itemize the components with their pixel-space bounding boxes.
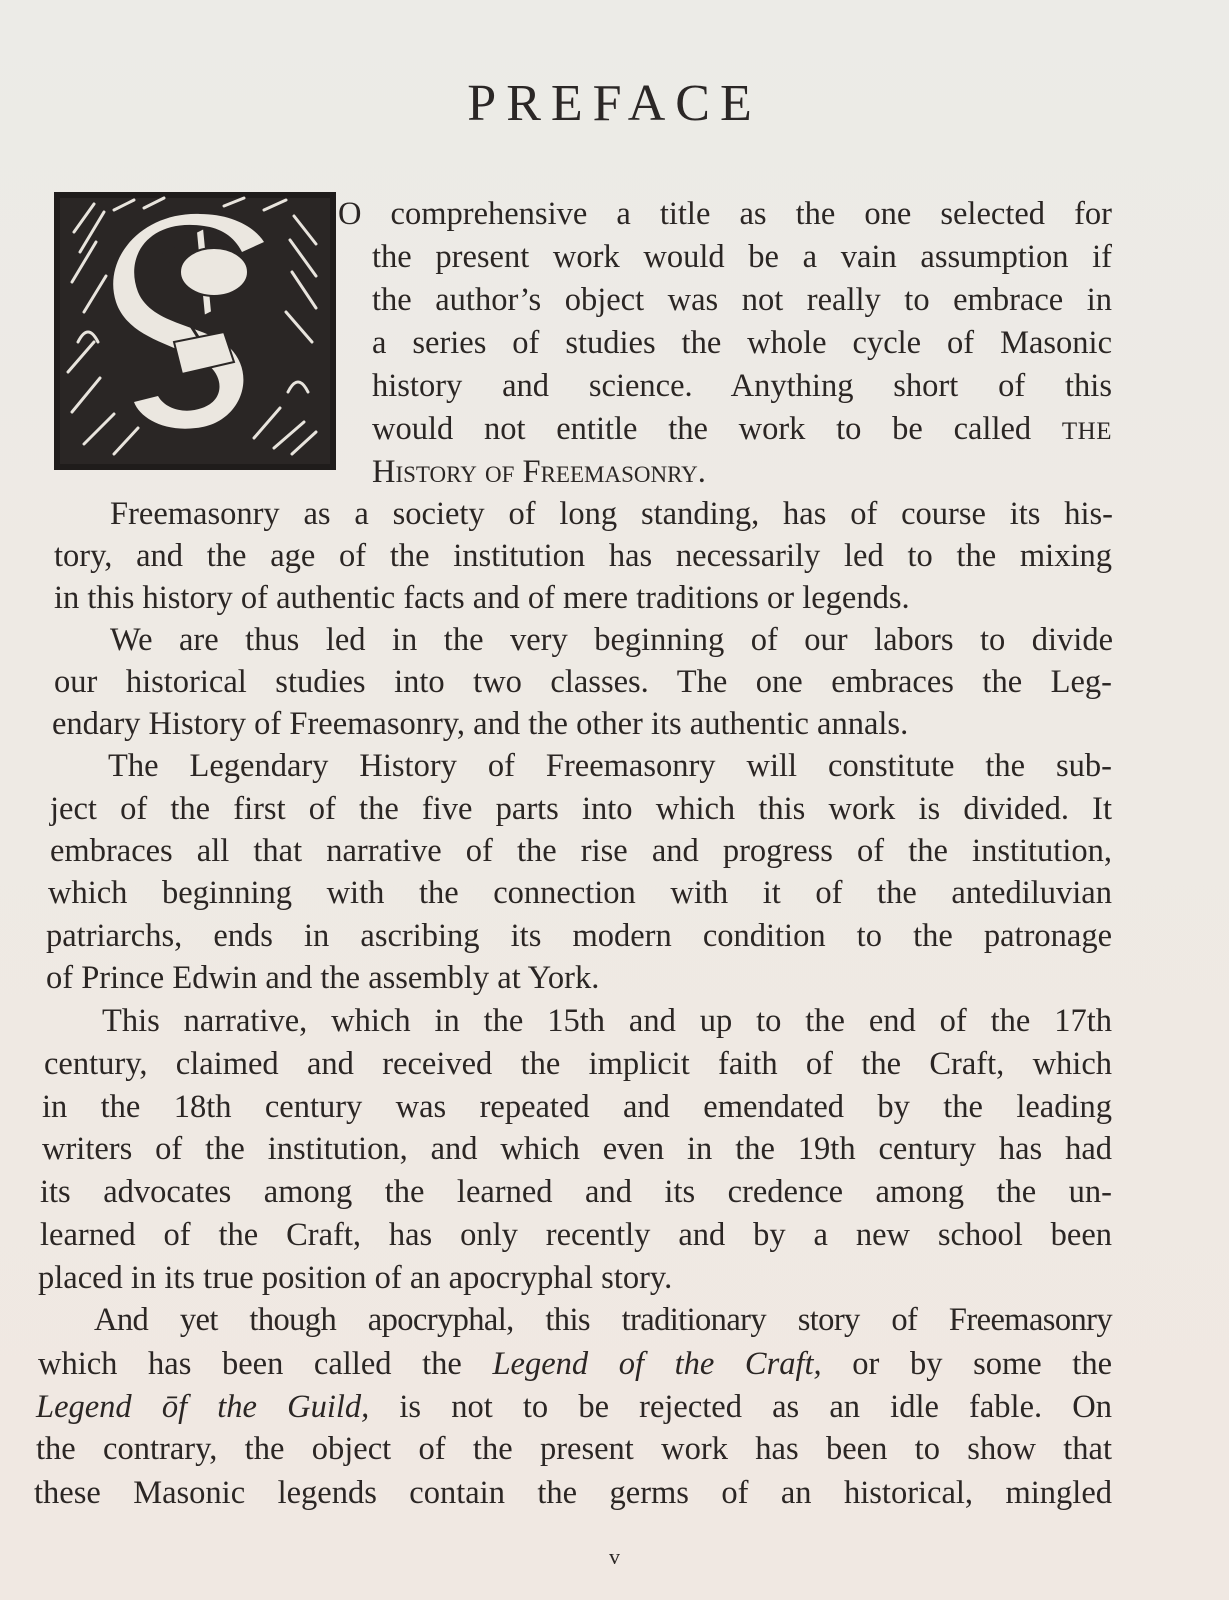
small-caps-title: History of Freemasonry. (372, 454, 706, 490)
text-line (36, 1389, 1112, 1425)
text-line: the contrary, the object of the present work has been to show that (36, 1431, 1112, 1467)
text-line: learned of the Craft, has only recently and by a new school been (40, 1217, 1112, 1253)
text-line-part: which has been called the (38, 1346, 462, 1382)
text-line: placed in its true position of an apocryphal story. (38, 1260, 673, 1296)
page-number: v (609, 1544, 620, 1569)
text-line: a series of studies the whole cycle of Masonic (372, 325, 1112, 361)
text-line-part: is not to be rejected as an idle fable. On (399, 1389, 1112, 1425)
text-line: We are thus led in the very beginning of our labors to divide (110, 622, 1113, 658)
text-line: patriarchs, ends in ascribing its modern condition to the patronage (46, 918, 1112, 954)
text-line: O comprehensive a title as the one selected for (338, 196, 1112, 232)
text-line: our historical studies into two classes. The one embraces the Leg- (54, 664, 1112, 700)
text-line: these Masonic legends contain the germs of an historical, mingled (34, 1475, 1112, 1511)
text-line-part: would not entitle the work to be called (372, 411, 1032, 447)
text-line: writers of the institution, and which even in the 19th century has had (42, 1131, 1112, 1167)
italic-term: Legend ōf the Guild, (36, 1389, 370, 1425)
text-line: century, claimed and received the implicit faith of the Craft, which (44, 1046, 1112, 1082)
text-line: the present work would be a vain assumption if (372, 239, 1112, 275)
text-line: embraces all that narrative of the rise and progress of the institution, (50, 833, 1112, 869)
text-line: Freemasonry as a society of long standing, has of course its his- (110, 496, 1113, 532)
text-line (372, 411, 1112, 450)
small-caps-the: THE (1061, 418, 1112, 445)
text-line: history and science. Anything short of this (372, 368, 1112, 404)
page-title: PREFACE (467, 75, 762, 132)
text-line: which beginning with the connection with it of the antediluvian (48, 875, 1112, 911)
text-line: in the 18th century was repeated and emendated by the leading (42, 1089, 1112, 1125)
text-line: And yet though apocryphal, this traditionary story of Freemasonry (94, 1302, 1112, 1338)
italic-term: Legend of the Craft, (492, 1346, 822, 1382)
text-line: endary History of Freemasonry, and the other its authentic annals. (52, 706, 909, 742)
text-line: the author’s object was not really to embrace in (372, 282, 1112, 318)
text-line: tory, and the age of the institution has necessarily led to the mixing (54, 538, 1112, 574)
drop-cap-s-icon (54, 192, 336, 470)
text-line (38, 1346, 1112, 1382)
text-line: This narrative, which in the 15th and up to the end of the 17th (102, 1003, 1112, 1039)
text-line: The Legendary History of Freemasonry will constitute the sub- (108, 748, 1112, 784)
text-line: of Prince Edwin and the assembly at York. (46, 960, 600, 996)
text-line: in this history of authentic facts and of mere traditions or legends. (54, 580, 910, 616)
text-line: ject of the first of the five parts into which this work is divided. It (50, 791, 1112, 827)
text-line-part: or by some the (852, 1346, 1113, 1382)
text-line: its advocates among the learned and its credence among the un- (40, 1174, 1112, 1210)
